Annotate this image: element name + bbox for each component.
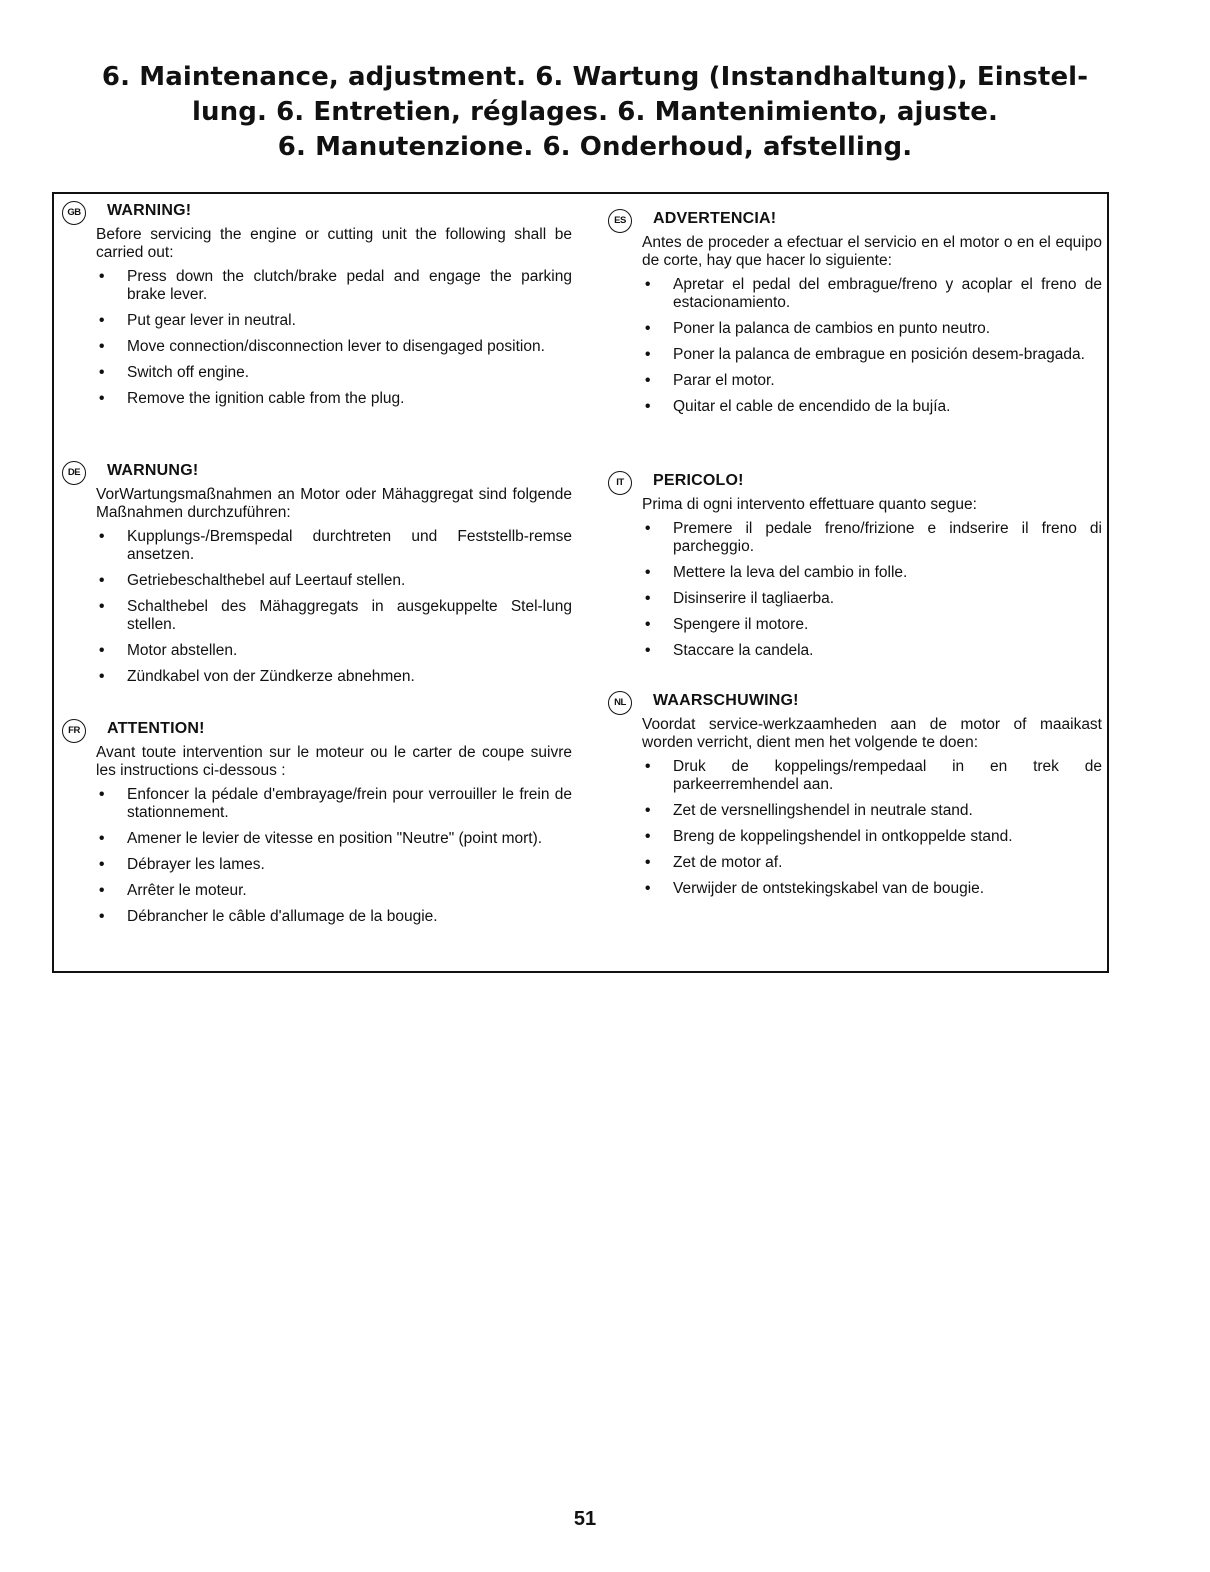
- gb-language-icon: GB: [62, 201, 86, 225]
- bullet-icon: •: [645, 520, 651, 537]
- section-fr: [62, 716, 572, 934]
- list-item: [608, 880, 1102, 898]
- warning-box: [52, 192, 1109, 973]
- list-item-text: Kupplungs-/Bremspedal durchtreten und Feststellb-remse ansetzen.: [127, 528, 572, 563]
- section-header: [62, 198, 572, 226]
- list-item: [62, 642, 572, 660]
- list-item: [62, 364, 572, 382]
- list-item-text: Parar el motor.: [673, 372, 775, 389]
- section-es: [608, 206, 1102, 424]
- section-it: [608, 468, 1102, 668]
- bullet-icon: •: [99, 908, 105, 925]
- instruction-list: [608, 520, 1102, 660]
- bullet-icon: •: [99, 668, 105, 685]
- section-intro: Antes de proceder a efectuar el servicio en el motor o en el equipo de corte, hay que hacer lo siguiente:: [642, 234, 1102, 269]
- list-item-text: Zet de motor af.: [673, 854, 783, 871]
- bullet-icon: •: [99, 268, 105, 285]
- bullet-icon: •: [99, 882, 105, 899]
- section-heading: ADVERTENCIA!: [653, 210, 777, 227]
- list-item-text: Spengere il motore.: [673, 616, 809, 633]
- bullet-icon: •: [645, 398, 651, 415]
- list-item-text: Switch off engine.: [127, 364, 250, 381]
- bullet-icon: •: [645, 828, 651, 845]
- section-heading: PERICOLO!: [653, 472, 744, 489]
- list-item-text: Staccare la candela.: [673, 642, 814, 659]
- list-item-text: Zet de versnellingshendel in neutrale stand.: [673, 802, 973, 819]
- it-language-icon: IT: [608, 471, 632, 495]
- list-item-text: Press down the clutch/brake pedal and engage the parking brake lever.: [127, 268, 572, 303]
- list-item: [62, 786, 572, 822]
- section-de: [62, 458, 572, 694]
- list-item-text: Débrayer les lames.: [127, 856, 265, 873]
- section-intro: Avant toute intervention sur le moteur ou le carter de coupe suivre les instructions ci-dessous :: [96, 744, 572, 779]
- list-item-text: Quitar el cable de encendido de la bujía.: [673, 398, 951, 415]
- list-item: [608, 828, 1102, 846]
- list-item: [608, 854, 1102, 872]
- list-item: [62, 908, 572, 926]
- bullet-icon: •: [99, 598, 105, 615]
- list-item-text: Poner la palanca de embrague en posición desem-bragada.: [673, 346, 1085, 363]
- list-item-text: Apretar el pedal del embrague/freno y acoplar el freno de estacionamiento.: [673, 276, 1102, 311]
- list-item-text: Amener le levier de vitesse en position "Neutre" (point mort).: [127, 830, 543, 847]
- section-gb: [62, 198, 572, 416]
- section-nl: [608, 688, 1102, 906]
- bullet-icon: •: [99, 856, 105, 873]
- list-item: [608, 758, 1102, 794]
- section-intro: VorWartungsmaßnahmen an Motor oder Mähaggregat sind folgende Maßnahmen durchzuführen:: [96, 486, 572, 521]
- instruction-list: [608, 758, 1102, 898]
- list-item: [608, 564, 1102, 582]
- de-language-icon: DE: [62, 461, 86, 485]
- list-item-text: Premere il pedale freno/frizione e indserire il freno di parcheggio.: [673, 520, 1102, 555]
- bullet-icon: •: [99, 830, 105, 847]
- list-item-text: Getriebeschalthebel auf Leertauf stellen.: [127, 572, 406, 589]
- bullet-icon: •: [645, 346, 651, 363]
- list-item: [62, 598, 572, 634]
- list-item-text: Put gear lever in neutral.: [127, 312, 296, 329]
- bullet-icon: •: [645, 758, 651, 775]
- list-item: [62, 528, 572, 564]
- list-item-text: Zündkabel von der Zündkerze abnehmen.: [127, 668, 415, 685]
- fr-language-icon: FR: [62, 719, 86, 743]
- list-item: [608, 616, 1102, 634]
- section-heading: WARNUNG!: [107, 462, 199, 479]
- section-header: [62, 458, 572, 486]
- list-item-text: Move connection/disconnection lever to disengaged position.: [127, 338, 545, 355]
- list-item: [608, 398, 1102, 416]
- list-item: [62, 882, 572, 900]
- list-item-text: Arrêter le moteur.: [127, 882, 247, 899]
- list-item-text: Schalthebel des Mähaggregats in ausgekuppelte Stel-lung stellen.: [127, 598, 572, 633]
- list-item: [608, 802, 1102, 820]
- list-item: [62, 390, 572, 408]
- list-item-text: Débrancher le câble d'allumage de la bougie.: [127, 908, 438, 925]
- bullet-icon: •: [99, 312, 105, 329]
- bullet-icon: •: [645, 564, 651, 581]
- bullet-icon: •: [99, 528, 105, 545]
- list-item: [62, 572, 572, 590]
- list-item: [608, 276, 1102, 312]
- bullet-icon: •: [645, 880, 651, 897]
- section-intro: Prima di ogni intervento effettuare quanto segue:: [642, 496, 977, 513]
- section-intro: Before servicing the engine or cutting unit the following shall be carried out:: [96, 226, 572, 261]
- section-heading: WAARSCHUWING!: [653, 692, 799, 709]
- bullet-icon: •: [99, 572, 105, 589]
- list-item-text: Mettere la leva del cambio in folle.: [673, 564, 908, 581]
- bullet-icon: •: [99, 390, 105, 407]
- title-line-2: lung. 6. Entretien, réglages. 6. Mantenimiento, ajuste.: [192, 97, 998, 127]
- section-header: [608, 468, 1102, 496]
- bullet-icon: •: [645, 372, 651, 389]
- section-header: [608, 206, 1102, 234]
- bullet-icon: •: [645, 642, 651, 659]
- list-item-text: Remove the ignition cable from the plug.: [127, 390, 405, 407]
- list-item-text: Verwijder de ontstekingskabel van de bougie.: [673, 880, 985, 897]
- title-line-3: 6. Manutenzione. 6. Onderhoud, afstelling.: [277, 132, 913, 162]
- list-item: [62, 268, 572, 304]
- section-heading: WARNING!: [107, 202, 192, 219]
- bullet-icon: •: [645, 802, 651, 819]
- nl-language-icon: NL: [608, 691, 632, 715]
- page-title: [60, 60, 1130, 165]
- es-language-icon: ES: [608, 209, 632, 233]
- bullet-icon: •: [645, 276, 651, 293]
- list-item-text: Enfoncer la pédale d'embrayage/frein pour verrouiller le frein de stationnement.: [127, 786, 572, 821]
- list-item: [62, 338, 572, 356]
- bullet-icon: •: [99, 786, 105, 803]
- section-heading: ATTENTION!: [107, 720, 205, 737]
- list-item: [608, 320, 1102, 338]
- list-item: [608, 372, 1102, 390]
- list-item-text: Breng de koppelingshendel in ontkoppelde stand.: [673, 828, 1013, 845]
- bullet-icon: •: [99, 364, 105, 381]
- list-item: [62, 830, 572, 848]
- title-line-1: 6. Maintenance, adjustment. 6. Wartung (Instandhaltung), Einstel-: [101, 62, 1089, 92]
- section-intro: Voordat service-werkzaamheden aan de motor of maaikast worden verricht, dient men het volgende te doen:: [642, 716, 1102, 751]
- instruction-list: [62, 786, 572, 926]
- instruction-list: [62, 268, 572, 408]
- list-item-text: Motor abstellen.: [127, 642, 238, 659]
- page-number: 51: [573, 1508, 597, 1530]
- list-item: [608, 590, 1102, 608]
- instruction-list: [608, 276, 1102, 416]
- list-item-text: Druk de koppelings/rempedaal in en trek de parkeerremhendel aan.: [673, 758, 1102, 793]
- list-item: [62, 312, 572, 330]
- bullet-icon: •: [99, 642, 105, 659]
- list-item: [62, 668, 572, 686]
- section-header: [62, 716, 572, 744]
- section-header: [608, 688, 1102, 716]
- list-item: [608, 520, 1102, 556]
- bullet-icon: •: [99, 338, 105, 355]
- bullet-icon: •: [645, 616, 651, 633]
- bullet-icon: •: [645, 320, 651, 337]
- list-item-text: Disinserire il tagliaerba.: [673, 590, 835, 607]
- bullet-icon: •: [645, 854, 651, 871]
- list-item: [62, 856, 572, 874]
- list-item: [608, 346, 1102, 364]
- list-item: [608, 642, 1102, 660]
- instruction-list: [62, 528, 572, 686]
- bullet-icon: •: [645, 590, 651, 607]
- list-item-text: Poner la palanca de cambios en punto neutro.: [673, 320, 991, 337]
